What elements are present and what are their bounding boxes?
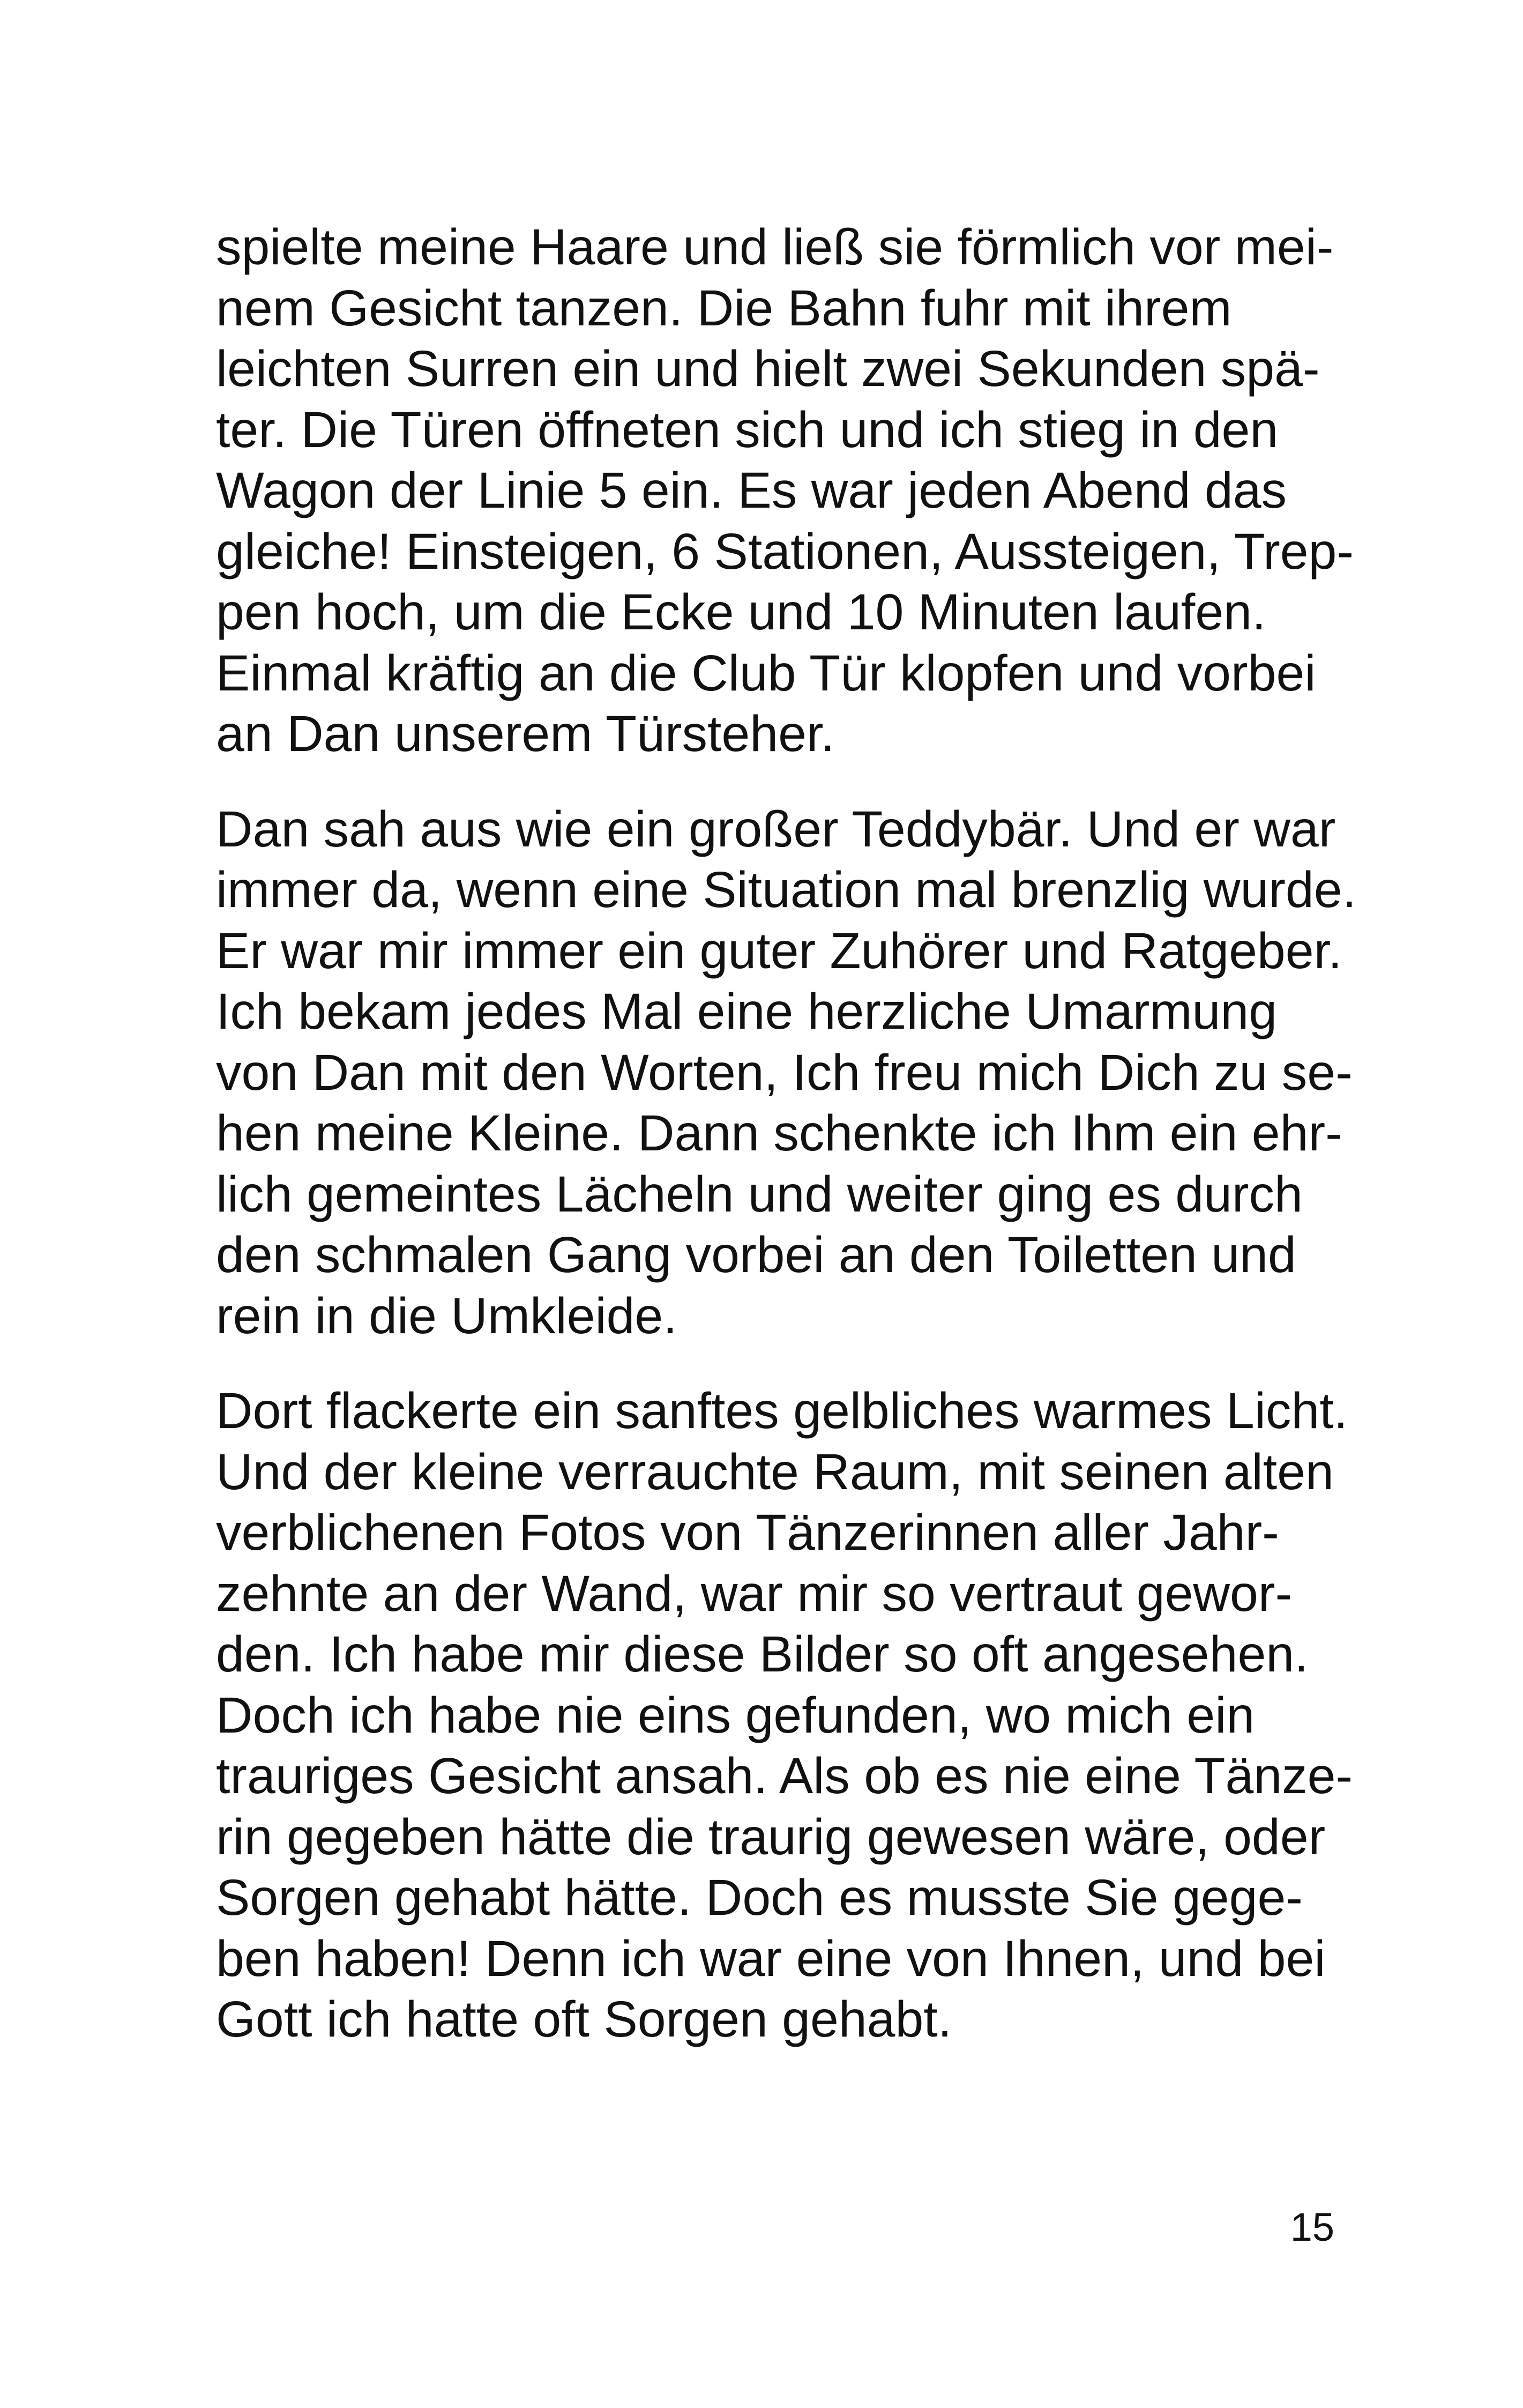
text-line: spielte meine Haare und ließ sie förmlich vor mei-: [216, 219, 1334, 276]
text-line: pen hoch, um die Ecke und 10 Minuten laufen.: [216, 584, 1266, 641]
paragraph-1: [216, 217, 1354, 765]
text-line: ter. Die Türen öffneten sich und ich stieg in den: [216, 401, 1279, 458]
page-number: 15: [1290, 2205, 1334, 2249]
text-line: nem Gesicht tanzen. Die Bahn fuhr mit ihrem: [216, 279, 1232, 337]
text-line: Einmal kräftig an die Club Tür klopfen und vorbei: [216, 644, 1316, 702]
text-line: immer da, wenn eine Situation mal brenzlig wurde.: [216, 861, 1356, 918]
text-line: den schmalen Gang vorbei an den Toiletten und: [216, 1227, 1296, 1283]
text-line: Er war mir immer ein guter Zuhörer und Ratgeber.: [216, 922, 1342, 979]
text-line: gleiche! Einsteigen, 6 Stationen, Aussteigen, Trep-: [216, 523, 1354, 580]
text-line: Wagon der Linie 5 ein. Es war jeden Abend das: [216, 462, 1287, 519]
text-line: ben haben! Denn ich war eine von Ihnen, und bei: [216, 1930, 1326, 1987]
text-line: Dort flackerte ein sanftes gelbliches warmes Licht.: [216, 1383, 1348, 1439]
body-text: [216, 217, 1356, 2085]
text-line: den. Ich habe mir diese Bilder so oft angesehen.: [216, 1626, 1309, 1683]
text-line: Sorgen gehabt hätte. Doch es musste Sie gege-: [216, 1869, 1303, 1926]
text-line: an Dan unserem Türsteher.: [216, 705, 835, 762]
text-line: rein in die Umkleide.: [216, 1287, 677, 1344]
text-line: verblichenen Fotos von Tänzerinnen aller Jahr-: [216, 1504, 1279, 1561]
text-line: Und der kleine verrauchte Raum, mit seinen alten: [216, 1443, 1334, 1500]
text-line: lich gemeintes Lächeln und weiter ging es durch: [216, 1165, 1303, 1223]
text-line: trauriges Gesicht ansah. Als ob es nie eine Tänze-: [216, 1748, 1353, 1804]
text-line: leichten Surren ein und hielt zwei Sekunden spä-: [216, 340, 1320, 397]
paragraph-3: [216, 1381, 1353, 2050]
text-line: Dan sah aus wie ein großer Teddybär. Und er war: [216, 800, 1336, 858]
text-line: hen meine Kleine. Dann schenkte ich Ihm ein ehr-: [216, 1105, 1342, 1162]
text-line: Doch ich habe nie eins gefunden, wo mich ein: [216, 1686, 1255, 1744]
text-line: Gott ich hatte oft Sorgen gehabt.: [216, 1991, 952, 2048]
text-line: zehnte an der Wand, war mir so vertraut gewor-: [216, 1565, 1293, 1622]
paragraph-2: [216, 799, 1356, 1347]
text-line: Ich bekam jedes Mal eine herzliche Umarmung: [216, 983, 1278, 1040]
text-line: von Dan mit den Worten, Ich freu mich Dich zu se-: [216, 1044, 1353, 1101]
text-line: rin gegeben hätte die traurig gewesen wäre, oder: [216, 1808, 1326, 1866]
